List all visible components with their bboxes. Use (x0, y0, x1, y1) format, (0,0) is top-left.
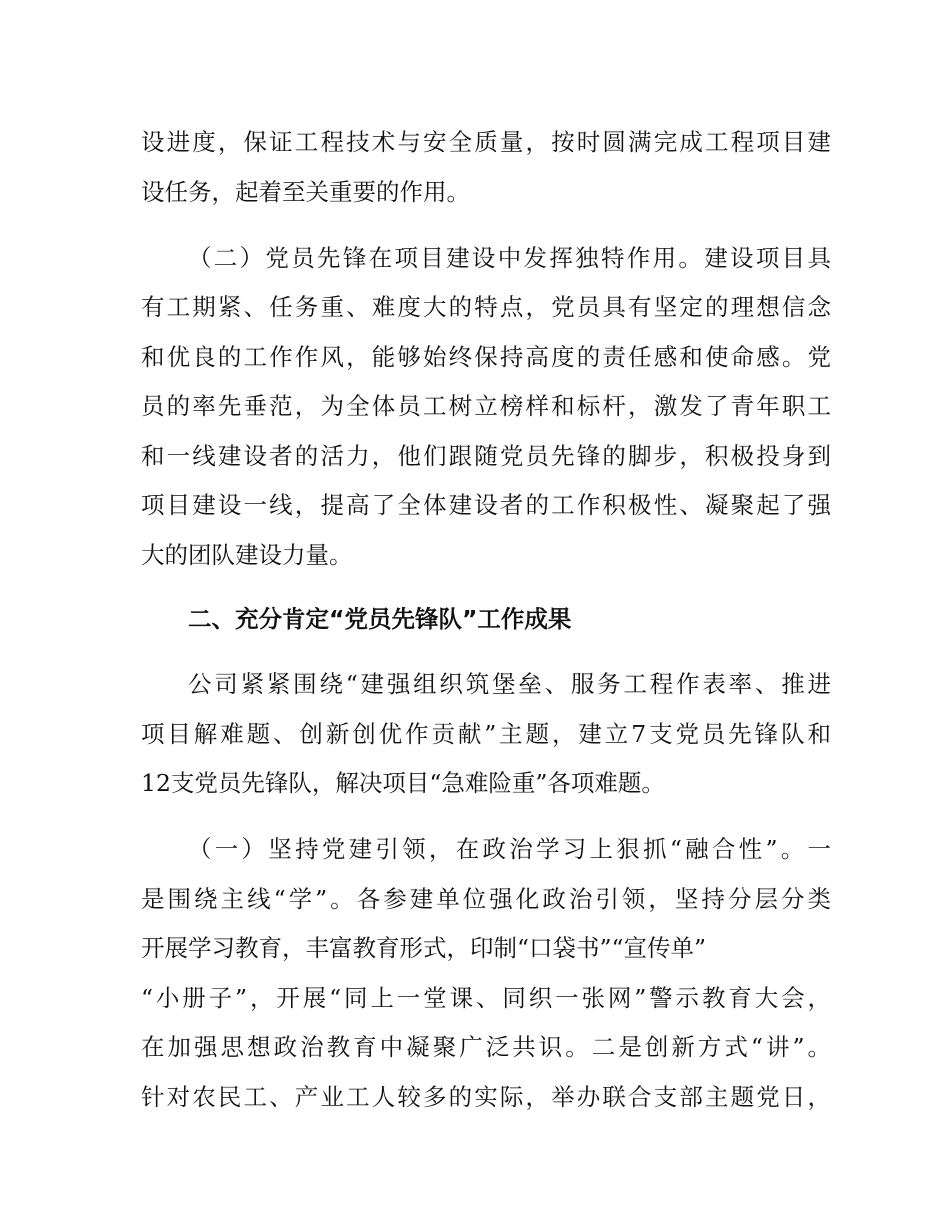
text-line: 开展学习教育，丰富教育形式，印制“口袋书”“宣传单” (141, 934, 707, 962)
text-line: 设进度，保证工程技术与安全质量，按时圆满完成工程项目建 (141, 128, 831, 156)
text-line: 项目建设一线，提高了全体建设者的工作积极性、凝聚起了强 (141, 491, 831, 519)
text-line: 大的团队建设力量。 (141, 541, 353, 569)
text-line: 员的率先垂范，为全体员工树立榜样和标杆，激发了青年职工 (141, 392, 831, 420)
text-line: 有工期紧、任务重、难度大的特点，党员具有坚定的理想信念 (141, 293, 831, 321)
text-line: “小册子”，开展“同上一堂课、同织一张网”警示教育大会， (141, 984, 831, 1012)
text-line: 项目解难题、创新创优作贡献”主题，建立7支党员先锋队和 (141, 720, 831, 748)
section-heading: 二、充分肯定“党员先锋队”工作成果 (188, 605, 572, 633)
text-line: 针对农民工、产业工人较多的实际，举办联合支部主题党日， (141, 1083, 831, 1111)
text-line: 在加强思想政治教育中凝聚广泛共识。二是创新方式“讲”。 (141, 1033, 831, 1061)
text-line: （二）党员先锋在项目建设中发挥独特作用。建设项目具 (188, 244, 831, 272)
text-line: 设任务，起着至关重要的作用。 (141, 178, 470, 206)
text-line: 公司紧紧围绕“建强组织筑堡垒、服务工程作表率、推进 (188, 670, 831, 698)
text-line: 和一线建设者的活力，他们跟随党员先锋的脚步，积极投身到 (141, 442, 831, 470)
text-line: 12支党员先锋队，解决项目“急难险重”各项难题。 (141, 769, 665, 797)
text-line: 和优良的工作作风，能够始终保持高度的责任感和使命感。党 (141, 343, 831, 371)
text-line: （一）坚持党建引领，在政治学习上狠抓“融合性”。一 (188, 835, 831, 863)
text-line: 是围绕主线“学”。各参建单位强化政治引领，坚持分层分类 (141, 885, 831, 913)
